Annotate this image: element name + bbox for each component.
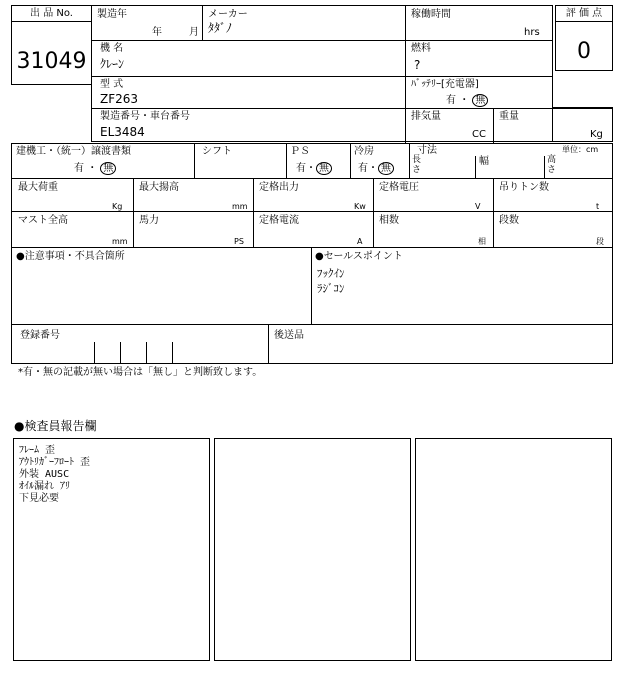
registration-box: [11, 324, 613, 364]
weight-unit: Kg: [590, 129, 603, 140]
spec-horsepower-unit: PS: [234, 237, 244, 246]
spec-max-load-label: 最大荷重: [18, 182, 58, 193]
year-label: 製造年: [97, 9, 127, 20]
equipment-options-row: [11, 143, 613, 179]
spec-mast-height-label: マスト全高: [18, 215, 68, 226]
spec-rated-current-label: 定格電流: [259, 215, 299, 226]
serial-value: EL3484: [100, 125, 145, 139]
sales-line-2: ﾗｼﾞｺﾝ: [317, 282, 345, 295]
transfer-docs-choice: 有 ・ 無: [74, 162, 116, 175]
lot-number: 31049: [16, 49, 87, 74]
dims-unit-label: 単位：cm: [562, 145, 599, 154]
serial-label: 製造番号・車台番号: [100, 111, 190, 122]
spec-rated-output-unit: Kw: [354, 202, 366, 211]
fuel-label: 燃料: [411, 43, 431, 54]
inspector-line-4: ｵｲﾙ漏れ ｱﾘ: [19, 481, 71, 492]
maker-label: メーカー: [208, 9, 248, 20]
ps-no-circled: 無: [316, 162, 332, 175]
caution-label: ●注意事項・不具合箇所: [16, 251, 125, 262]
shift-label: シフト: [202, 146, 232, 157]
model-name-value: ｸﾚｰﾝ: [100, 57, 125, 71]
maker-value: ﾀﾀﾞﾉ: [208, 21, 233, 35]
fuel-value: ?: [414, 58, 421, 72]
type-label: 型 式: [100, 79, 124, 90]
spec-lift-tons-unit: t: [596, 202, 600, 211]
width-label: 幅: [479, 156, 489, 167]
cooling-no-circled: 無: [378, 162, 394, 175]
spec-rated-output-label: 定格出力: [259, 182, 299, 193]
lot-number-box: [11, 5, 92, 85]
shipping-items-label: 後送品: [274, 330, 304, 341]
length-label: 長 さ: [412, 155, 422, 175]
spec-mast-height-unit: mm: [112, 237, 128, 246]
year-unit: 年: [152, 27, 162, 38]
spec-max-lift-unit: mm: [232, 202, 248, 211]
spec-max-load-unit: Kg: [112, 202, 123, 211]
spec-rated-current-unit: A: [357, 237, 363, 246]
notes-sales-box: [11, 247, 613, 325]
type-value: ZF263: [100, 92, 139, 106]
spec-stages-label: 段数: [499, 215, 519, 226]
spec-max-lift-label: 最大揚高: [139, 182, 179, 193]
sales-point-label: ●セールスポイント: [315, 251, 403, 262]
inspector-panel-3: [415, 438, 612, 661]
spec-phase-unit: 相: [478, 237, 486, 246]
spec-rated-voltage-unit: V: [475, 202, 481, 211]
hours-unit: hrs: [524, 27, 540, 38]
score-value: 0: [577, 39, 591, 64]
score-box: [555, 5, 613, 71]
spec-horsepower-label: 馬力: [139, 215, 159, 226]
battery-label: ﾊﾞｯﾃﾘｰ[充電器]: [411, 79, 479, 90]
transfer-no-circled: 無: [100, 162, 116, 175]
displacement-unit: CC: [472, 129, 486, 140]
inspector-line-5: 下見必要: [19, 493, 59, 504]
hours-label: 稼働時間: [411, 9, 451, 20]
displacement-label: 排気量: [411, 111, 441, 122]
inspector-line-1: ﾌﾚｰﾑ 歪: [19, 445, 56, 456]
spec-stages-unit: 段: [596, 237, 604, 246]
cooling-choice: 有・ 無: [358, 162, 394, 175]
dims-label: 寸法: [417, 145, 437, 156]
sales-line-1: ﾌｯｸｲﾝ: [317, 267, 345, 280]
weight-label: 重量: [499, 111, 519, 122]
spec-rated-voltage-label: 定格電圧: [379, 182, 419, 193]
specs-grid: [11, 178, 613, 248]
spec-lift-tons-label: 吊りトン数: [499, 182, 549, 193]
score-label: 評 価 点: [565, 8, 603, 19]
month-unit: 月: [189, 27, 199, 38]
ps-label: ＰＳ: [290, 146, 310, 157]
inspector-panel-1: [13, 438, 210, 661]
transfer-docs-label: 建機工・（統一）譲渡書類: [16, 146, 131, 157]
cooling-label: 冷房: [354, 146, 374, 157]
lot-number-label: 出 品 No.: [30, 8, 73, 19]
inspector-line-2: ｱｳﾄﾘｶﾞｰﾌﾛｰﾄ 歪: [19, 457, 91, 468]
inspector-line-3: 外装 AUSC: [19, 469, 70, 480]
main-info-table: [91, 5, 553, 142]
battery-no-circled: 無: [472, 94, 488, 107]
model-name-label: 機 名: [100, 43, 124, 54]
ps-choice: 有・ 無: [296, 162, 332, 175]
inspector-report-title: ●検査員報告欄: [14, 419, 97, 433]
footnote: *有・無の記載が無い場合は「無し」と判断致します。: [18, 367, 263, 378]
height-label: 高 さ: [547, 155, 557, 175]
battery-choice: 有 ・ 無: [446, 94, 488, 107]
inspector-panel-2: [214, 438, 411, 661]
spec-phase-label: 相数: [379, 215, 399, 226]
registration-number-label: 登録番号: [20, 330, 60, 341]
